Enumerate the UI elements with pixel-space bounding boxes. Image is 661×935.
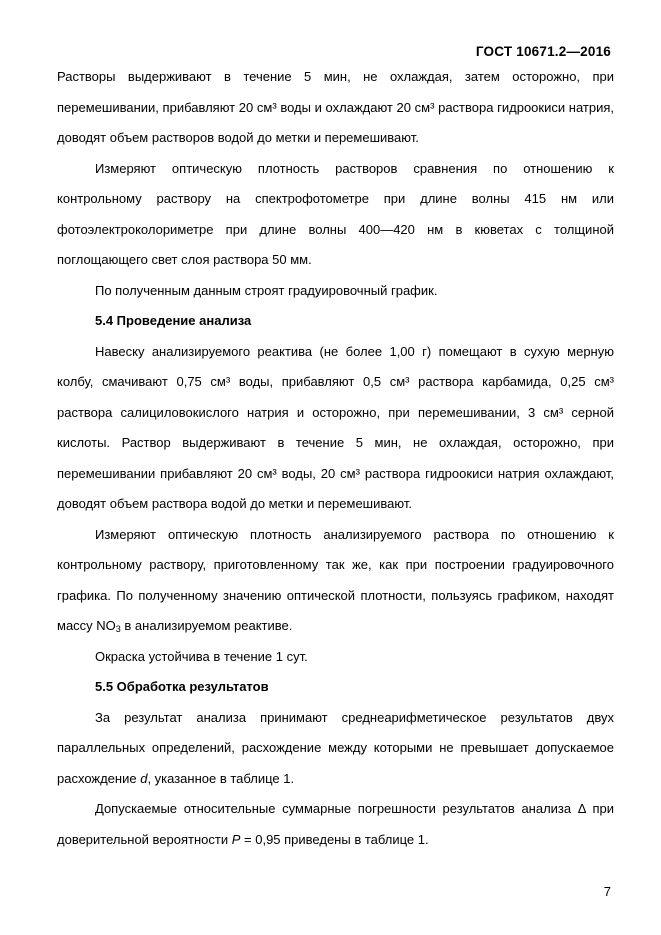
paragraph-solutions-hold: Растворы выдерживают в течение 5 мин, не охлаждая, затем осторожно, при перемешивании, прибавляют 20 см³ воды и охлаждают 20 см³ раствора гидроокиси натрия, доводят объем растворов водой до метки и перемешивают. — [57, 69, 614, 145]
paragraph-text: Измеряют оптическую плотность анализируемого раствора по отношению к контрольному раствору, приготовленному так же, как при построении градуировочного графика. По полученному значению оптической плотности, пользуясь графиком, находят массу — [57, 526, 614, 633]
paragraph-text: Допускаемые относительные суммарные погрешности результатов анализа Δ при доверительной вероятности — [57, 801, 614, 847]
variable-d: d — [140, 770, 148, 786]
paragraph-text: в анализируемом реактиве. — [120, 618, 293, 633]
page-number: 7 — [603, 884, 611, 899]
document-standard-header: ГОСТ 10671.2—2016 — [475, 44, 611, 59]
section-heading-analysis: 5.4 Проведение анализа — [95, 313, 252, 328]
paragraph-text: За результат анализа принимают среднеарифметическое результатов двух параллельных определений, расхождение между которыми не превышает допускаемое расхождение — [57, 709, 614, 786]
paragraph-measure-reference: Измеряют оптическую плотность растворов сравнения по отношению к контрольному раствору на спектрофотометре при длине волны 415 нм или фотоэлектроколориметре при длине волны 400—420 нм в кюветах с толщиной поглощающего свет слоя раствора 50 мм. — [57, 160, 614, 267]
paragraph-text: = 0,95 приведены в таблице 1. — [240, 831, 429, 847]
section-heading-results: 5.5 Обработка результатов — [95, 679, 269, 694]
variable-p: P — [231, 831, 241, 847]
chemical-formula: $NO_3$ — [96, 618, 121, 634]
paragraph-measure-sample — [57, 520, 614, 642]
paragraph-result-definition — [57, 703, 614, 795]
paragraph-color-stability: Окраска устойчива в течение 1 сут. — [95, 648, 308, 664]
paragraph-text: , указанное в таблице 1. — [147, 770, 295, 786]
paragraph-sample-procedure: Навеску анализируемого реактива (не более 1,00 г) помещают в сухую мерную колбу, смачивают 0,75 см³ воды, прибавляют 0,5 см³ раствора карбамида, 0,25 см³ раствора салициловокислого натрия и осторожно, при перемешивании, 3 см³ серной кислоты. Раствор выдерживают в течение 5 мин, не охлаждая, осторожно, при перемешивании прибавляют 20 см³ воды, 20 см³ раствора гидроокиси натрия охлаждают, доводят объем раствора водой до метки и перемешивают. — [57, 343, 614, 511]
document-body — [57, 62, 614, 855]
paragraph-calibration-graph: По полученным данным строят градуировочный график. — [95, 282, 438, 298]
paragraph-error-limits — [57, 794, 614, 855]
